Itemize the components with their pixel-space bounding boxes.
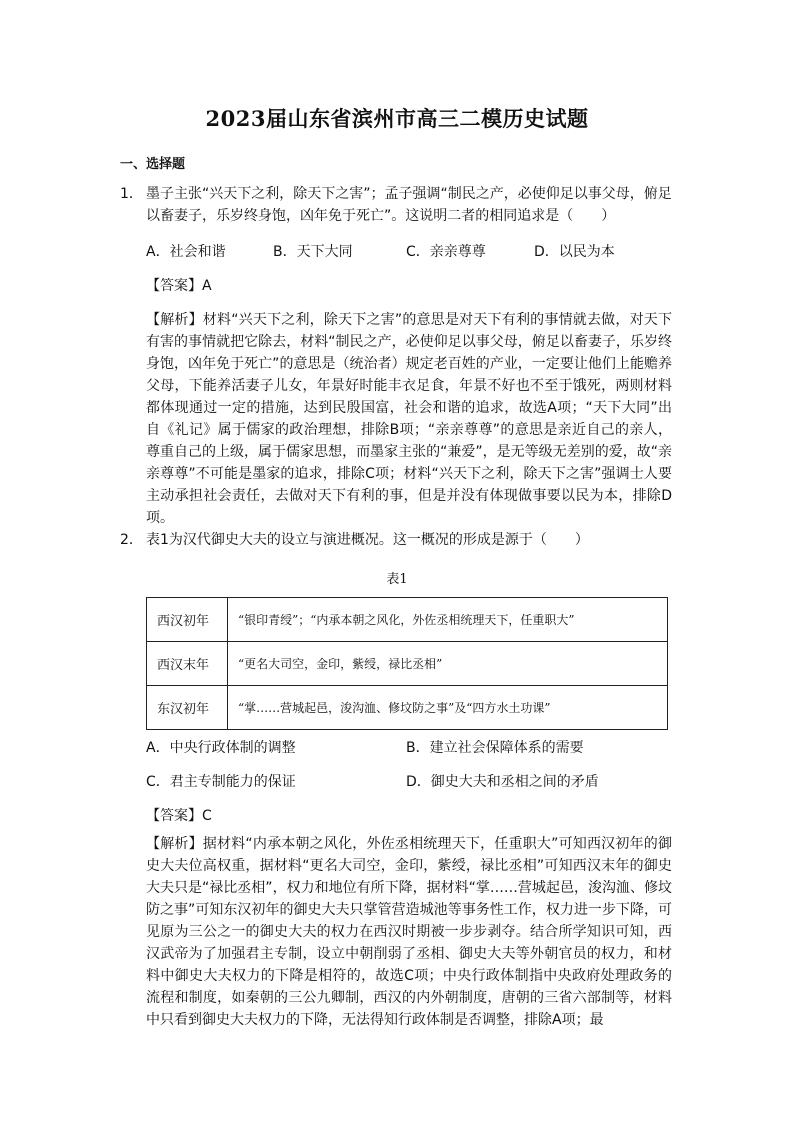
q2-option-a: A．中央行政体制的调整: [146, 740, 296, 756]
q1-option-b: B．天下大同: [273, 244, 353, 260]
q2-option-d: D．御史大夫和丞相之间的矛盾: [406, 774, 599, 790]
table-cell-content: “银印青绶”；“内承本朝之风化，外佐丞相统理天下，任重职大”: [228, 598, 668, 642]
q2-option-b: B．建立社会保障体系的需要: [406, 740, 584, 756]
q2-analysis: 【解析】据材料“内承本朝之风化，外佐丞相统理天下，任重职大”可知西汉初年的御史大夫位高权重，据材料“更名大司空，金印，紫绶，禄比丞相”可知西汉末年的御史大夫只是“禄比丞相”，权力和地位有所下降，据材料“掌……营城起邑，浚沟洫、修坟防之事”可知东汉初年的御史大夫只掌管营造城池等事务性工作，权力进一步下降，可见原为三公之一的御史大夫的权力在西汉时期被一步步剥夺。结合所学知识可知，西汉武帝为了加强君主专制，设立中朝削弱了丞相、御史大夫等外朝官员的权力，和材料中御史大夫权力的下降是相符的，故选C项；中央行政体制指中央政府处理政务的流程和制度，如秦朝的三公九卿制，西汉的内外朝制度，唐朝的三省六部制等，材料中只看到御史大夫权力的下降，无法得知行政体制是否调整，排除A项；最: [146, 836, 672, 1028]
q1-option-a: A．社会和谐: [146, 244, 226, 260]
section-heading: 一、选择题: [120, 157, 186, 172]
q2-answer: 【答案】C: [146, 808, 212, 824]
table-cell-content: “掌……营城起邑，浚沟洫、修坟防之事”及“四方水土功课”: [228, 686, 668, 730]
q1-analysis: 【解析】材料“兴天下之利，除天下之害”的意思是对天下有利的事情就去做，对天下有害的事情就把它除去，材料“制民之产，必使仰足以事父母，俯足以畜妻子，乐岁终身饱，凶年免于死亡”的意思是（统治者）规定老百姓的产业，一定要让他们上能赡养父母，下能养活妻子儿女，年景好时能丰衣足食，年景不好也不至于饿死，两则材料都体现通过一定的措施，达到民殷国富，社会和谐的追求，故选A项；“天下大同”出自《礼记》属于儒家的政治理想，排除B项；“亲亲尊尊”的意思是亲近自己的亲人，尊重自己的上级，属于儒家思想，而墨家主张的“兼爱”，是无等级无差别的爱，故“亲亲尊尊”不可能是墨家的追求，排除C项；材料“兴天下之利，除天下之害”强调士人要主动承担社会责任，去做对天下有利的事，但是并没有体现做事要以民为本，排除D项。: [146, 312, 672, 526]
table-cell-period: 西汉末年: [147, 642, 228, 686]
table-cell-period: 东汉初年: [147, 686, 228, 730]
table-cell-period: 西汉初年: [147, 598, 228, 642]
q1-option-c: C．亲亲尊尊: [406, 244, 486, 260]
table-row: [147, 598, 668, 642]
question-1-text: 墨子主张“兴天下之利，除天下之害”；孟子强调“制民之产，必使仰足以事父母，俯足以畜妻子，乐岁终身饱，凶年免于死亡”。这说明二者的相同追求是（ ）: [146, 186, 672, 224]
q1-answer: 【答案】A: [146, 278, 212, 294]
table-caption: 表1: [386, 572, 408, 587]
question-number: 2．: [120, 532, 143, 548]
question-2-text: 表1为汉代御史大夫的设立与演进概况。这一概况的形成是源于（ ）: [146, 532, 589, 548]
page-title: 2023届山东省滨州市高三二模历史试题: [205, 106, 589, 131]
question-number: 1．: [120, 186, 143, 202]
table-row: [147, 686, 668, 730]
q1-option-d: D．以民为本: [534, 244, 615, 260]
table-cell-content: “更名大司空，金印，紫绶，禄比丞相”: [228, 642, 668, 686]
table-row: [147, 642, 668, 686]
history-table: [146, 597, 668, 730]
q2-option-c: C．君主专制能力的保证: [146, 774, 296, 790]
